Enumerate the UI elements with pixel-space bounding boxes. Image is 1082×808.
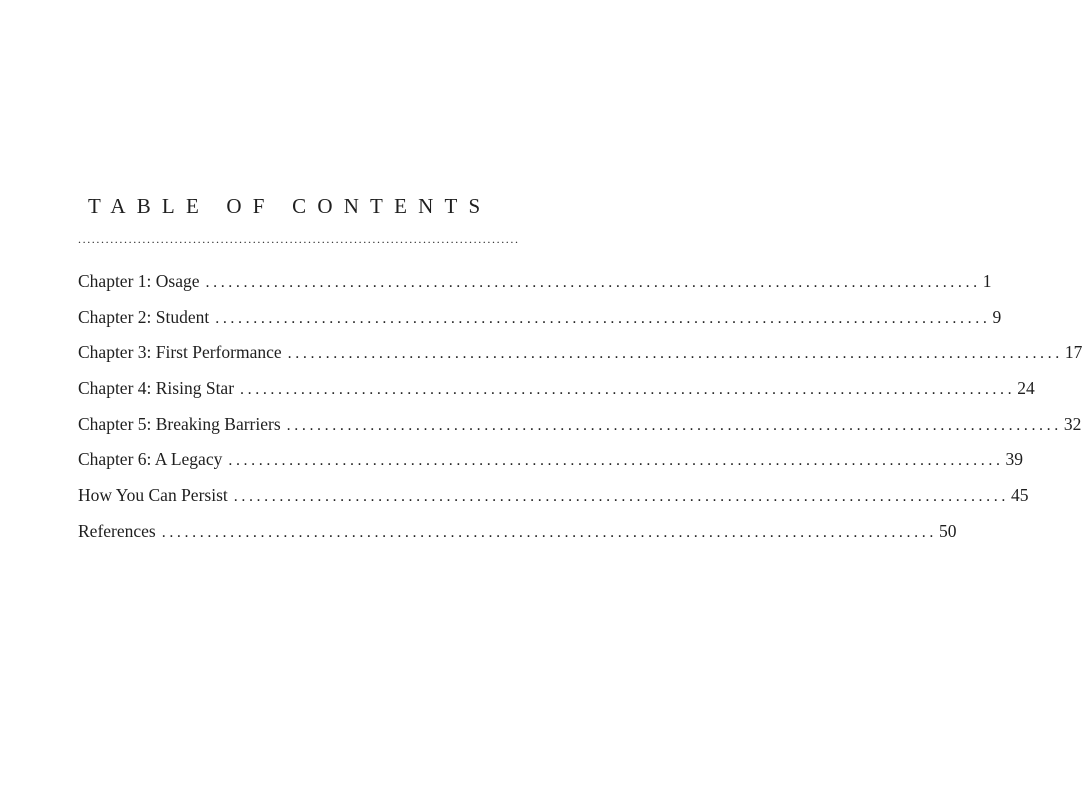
entry-label: References: [78, 520, 156, 541]
entry-label: Chapter 5: Breaking Barriers: [78, 413, 281, 434]
entry-label: Chapter 4: Rising Star: [78, 378, 235, 399]
page-number: 9: [992, 306, 1002, 327]
toc-entry-how-you-can-persist[interactable]: [78, 482, 1029, 518]
dot-leader: ......................................................................................................: [240, 381, 1016, 399]
toc-entry-rising-star[interactable]: [78, 375, 1035, 411]
entry-label: Chapter 3: First Performance: [78, 342, 282, 363]
entry-label: Chapter 6: A Legacy: [78, 449, 223, 470]
page-number: 50: [938, 520, 957, 541]
entry-label: Chapter 2: Student: [78, 306, 210, 327]
page-number: 24: [1017, 378, 1035, 399]
dot-leader: ......................................................................................................: [233, 488, 1009, 506]
page-number: 39: [1005, 449, 1024, 470]
toc-entry-breaking-barriers[interactable]: [78, 411, 1082, 447]
dotted-divider: ................................................................................................: [78, 232, 520, 246]
entry-label: Chapter 1: Osage: [78, 271, 200, 291]
dot-leader: ......................................................................................................: [215, 309, 991, 327]
page-number: 32: [1063, 413, 1082, 434]
toc-entry-references[interactable]: [78, 518, 957, 554]
toc-entry-a-legacy[interactable]: [78, 446, 1024, 482]
dot-leader: ......................................................................................................: [205, 274, 981, 291]
dot-leader: ......................................................................................................: [286, 416, 1062, 434]
page-number: 45: [1010, 485, 1029, 506]
page-number: 17: [1064, 342, 1082, 363]
toc-entry-osage[interactable]: [78, 268, 992, 304]
toc-list: [78, 268, 1082, 554]
toc-entry-first-performance[interactable]: [78, 339, 1082, 375]
toc-entry-student[interactable]: [78, 304, 1002, 340]
dot-leader: ......................................................................................................: [287, 345, 1063, 363]
dot-leader: ......................................................................................................: [161, 523, 937, 541]
page-title: TABLE OF CONTENTS: [88, 194, 492, 218]
page-number: 1: [982, 271, 992, 291]
entry-label: How You Can Persist: [78, 485, 228, 506]
dot-leader: ......................................................................................................: [228, 452, 1004, 470]
